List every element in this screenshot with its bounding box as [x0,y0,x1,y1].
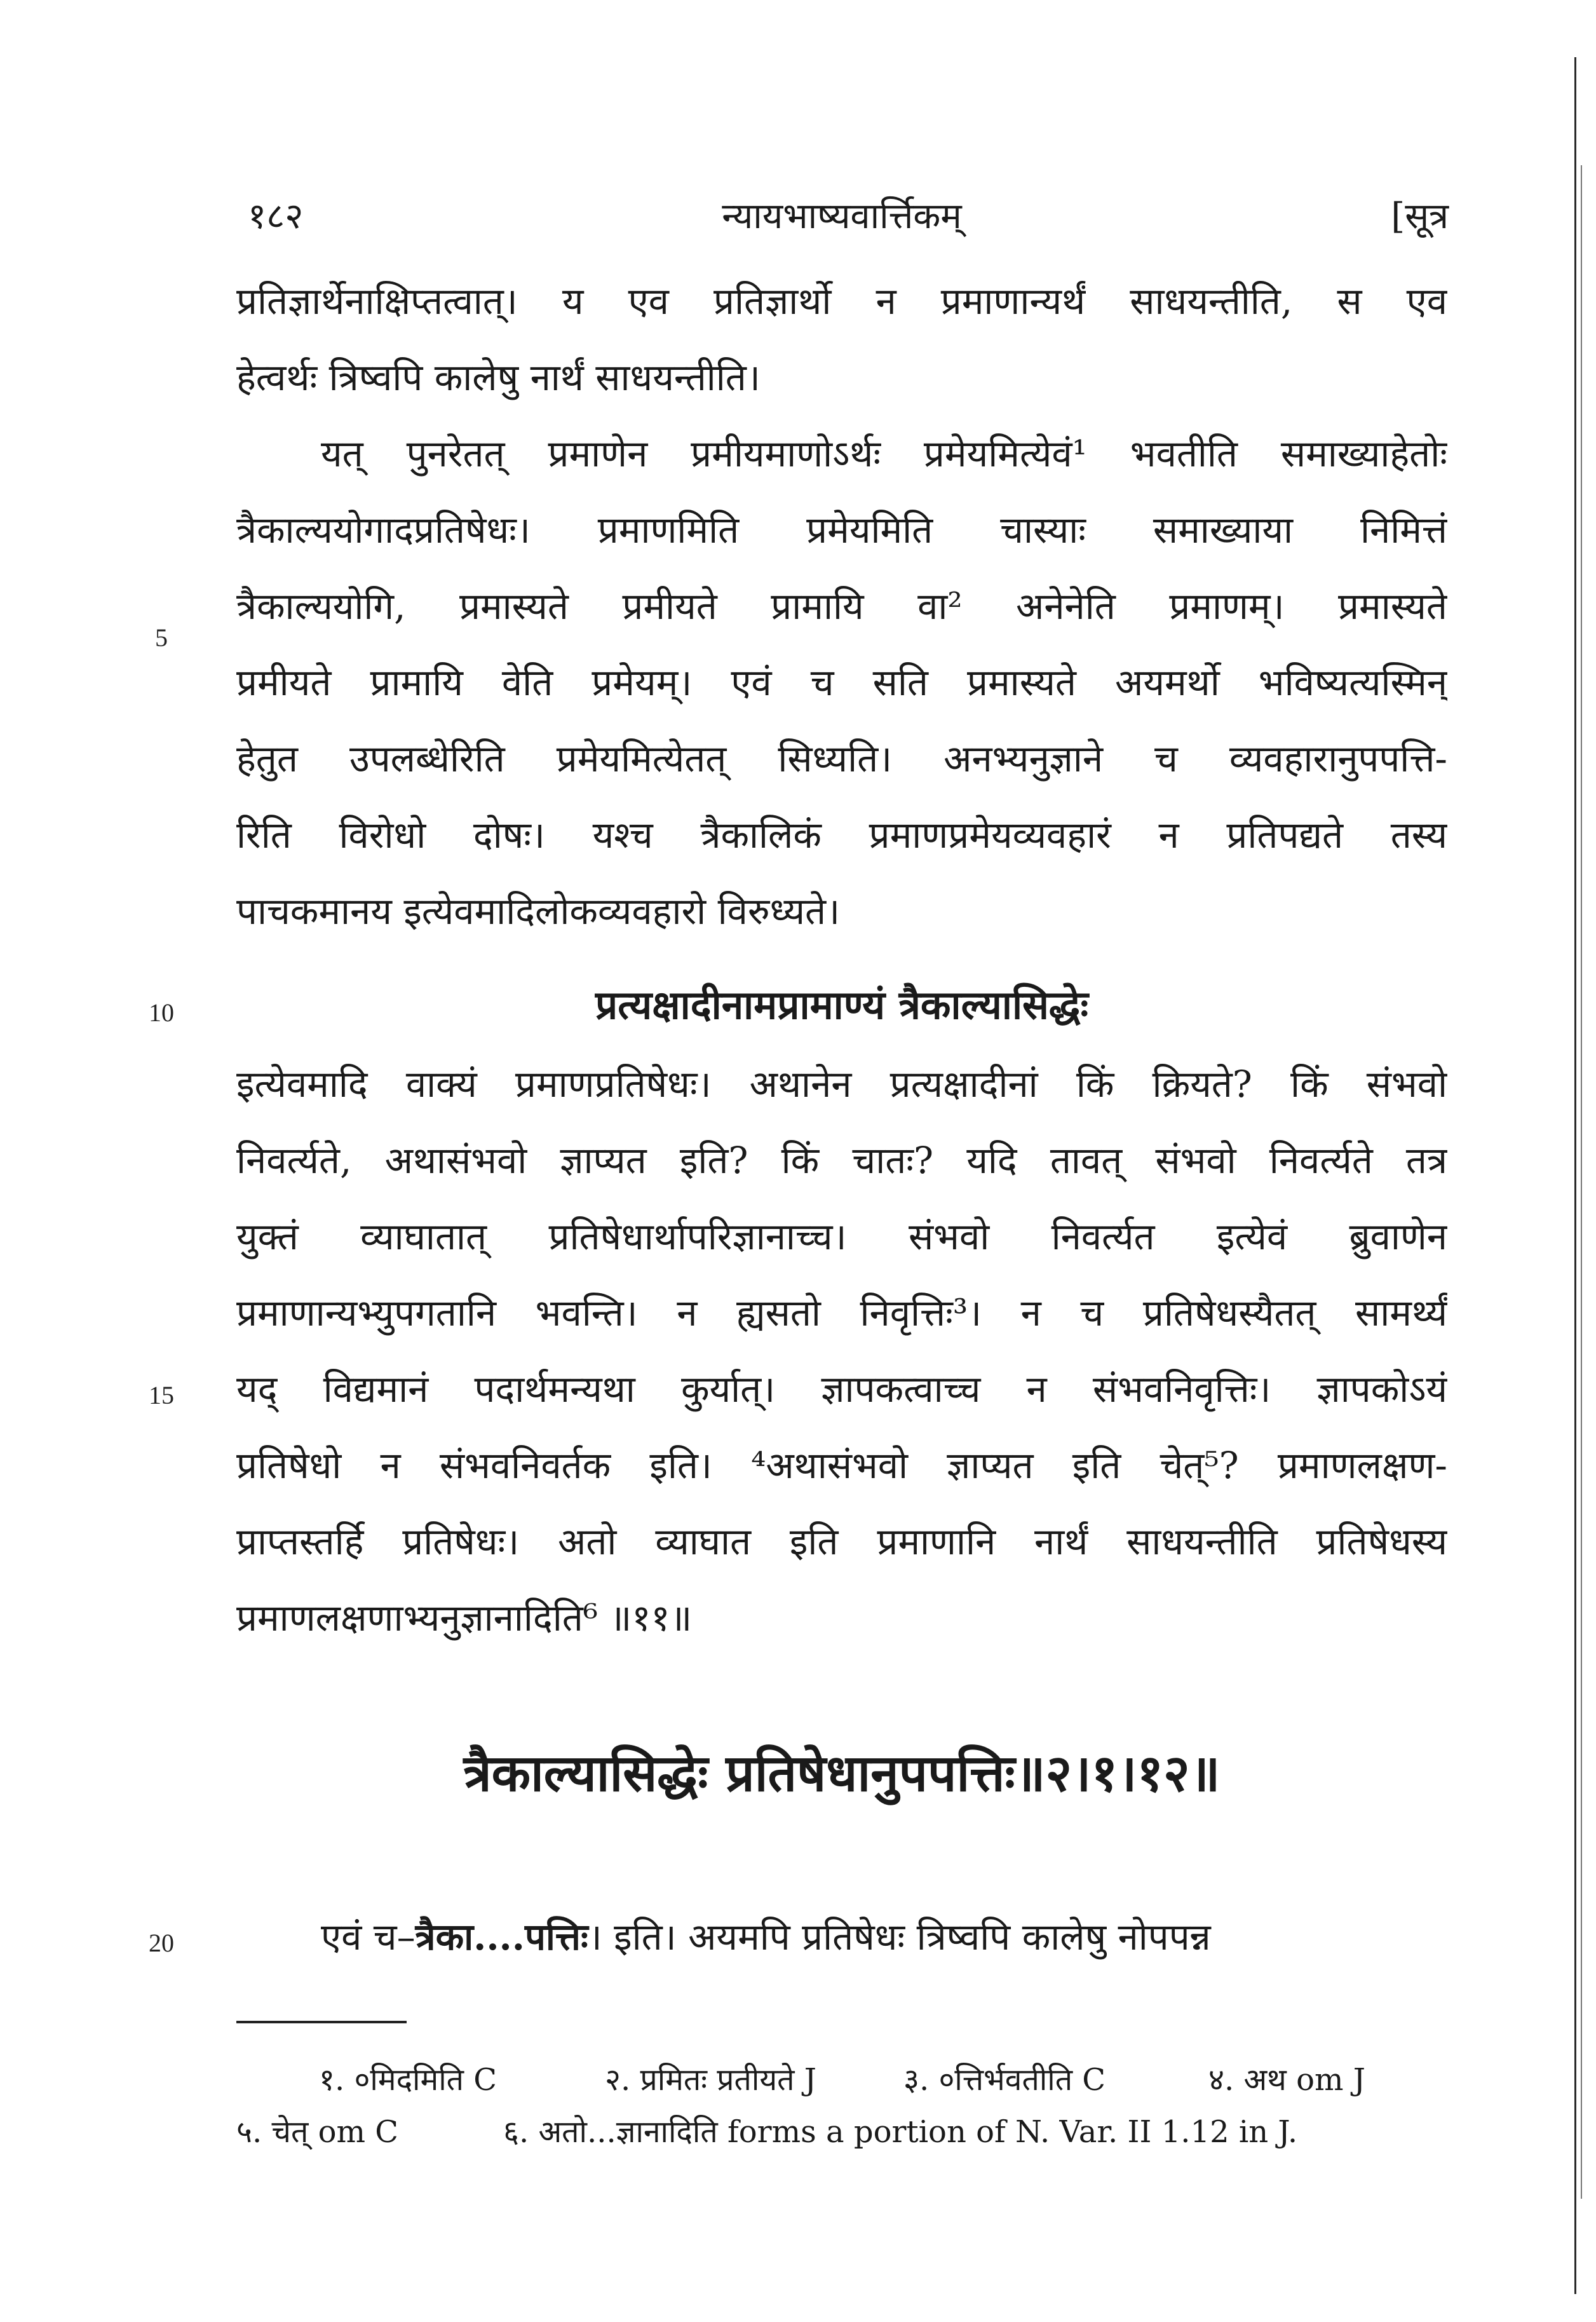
last-line-start: एवं च– [321,1915,416,1959]
footnote-rule [236,2021,407,2023]
section-label: [सूत्र [1391,196,1449,237]
running-header [235,191,1449,241]
text-line: प्रमाणान्यभ्युपगतानि भवन्ति। न ह्यसतो निवृत्तिः³। न च प्रतिषेधस्यैतत् सामर्थ्यं [236,1291,1447,1334]
line-number: 15 [149,1381,174,1409]
footnote: ३. ०त्तिर्भवतीति C [903,2062,1106,2098]
line-number: 10 [149,998,174,1027]
footnote-row [236,2058,1447,2102]
running-title: न्यायभाष्यवार्त्तिकम् [722,196,962,237]
text-line: हेतुत उपलब्धेरिति प्रमेयमित्येतत् सिध्यति। अनभ्यनुज्ञाने च व्यवहारानुपपत्ति- [236,737,1447,780]
text-line: प्रतिषेधो न संभवनिवर्तक इति। ⁴अथासंभवो ज्ञाप्यत इति चेत्⁵? प्रमाणलक्षण- [236,1444,1447,1487]
footnote: १. ०मिदमिति C [319,2062,497,2098]
text-line: प्रमीयते प्रामायि वेति प्रमेयम्। एवं च सति प्रमास्यते अयमर्थो भविष्यत्यस्मिन् [236,661,1447,704]
text-line: रिति विरोधो दोषः। यश्च त्रैकालिकं प्रमाणप्रमेयव्यवहारं न प्रतिपद्यते तस्य [236,813,1447,857]
footnote: २. प्रमितः प्रतीयते J [605,2062,817,2098]
text-line: प्राप्तस्तर्हि प्रतिषेधः। अतो व्याघात इति प्रमाणानि नार्थं साधयन्तीति प्रतिषेधस्य [236,1520,1447,1563]
page-number: १८२ [248,196,304,237]
text-line: यत् पुनरेतत् प्रमाणेन प्रमीयमाणोऽर्थः प्रमेयमित्येवं¹ भवतीति समाख्याहेतोः [321,432,1447,475]
footnote-row [236,2110,1447,2154]
last-line-bold: त्रैका....पत्तिः [415,1915,588,1959]
footnote: ६. अतो...ज्ञानादिति forms a portion of N. Var. II 1.12 in J. [503,2114,1298,2150]
quoted-sutra-heading: प्रत्यक्षादीनामप्रामाण्यं त्रैकाल्यासिद्धेः [595,982,1088,1028]
footnote: ५. चेत् om C [236,2114,398,2150]
last-line-end: । इति। अयमपि प्रतिषेधः त्रिष्वपि कालेषु नोपपन्न [588,1915,1211,1959]
text-line-last [321,1911,1447,1962]
text-line: त्रैकाल्ययोगादप्रतिषेधः। प्रमाणमिति प्रमेयमिति चास्याः समाख्याया निमित्तं [236,508,1447,552]
text-line: हेत्वर्थः त्रिष्वपि कालेषु नार्थं साधयन्तीति। [236,356,761,399]
text-line: इत्येवमादि वाक्यं प्रमाणप्रतिषेधः। अथानेन प्रत्यक्षादीनां किं क्रियते? किं संभवो [236,1063,1447,1106]
page-edge-line [1574,57,1576,2294]
line-number: 5 [155,623,168,652]
sutra-title: त्रैकाल्यासिद्धेः प्रतिषेधानुपपत्तिः॥२।१।१२॥ [463,1743,1221,1803]
text-line: प्रमाणलक्षणाभ्यनुज्ञानादिति⁶ ॥११॥ [236,1596,693,1640]
line-number: 20 [149,1929,174,1957]
text-line: यद् विद्यमानं पदार्थमन्यथा कुर्यात्। ज्ञापकत्वाच्च न संभवनिवृत्तिः। ज्ञापकोऽयं [236,1368,1447,1411]
text-line: पाचकमानय इत्येवमादिलोकव्यवहारो विरुध्यते। [236,890,841,933]
text-line: युक्तं व्याघातात् प्रतिषेधार्थापरिज्ञानाच्च। संभवो निवर्त्यत इत्येवं ब्रुवाणेन [236,1215,1447,1258]
text-line: प्रतिज्ञार्थेनाक्षिप्तत्वात्। य एव प्रतिज्ञार्थो न प्रमाणान्यर्थं साधयन्तीति, स एव [236,280,1447,323]
text-line: त्रैकाल्ययोगि, प्रमास्यते प्रमीयते प्रामायि वा² अनेनेति प्रमाणम्। प्रमास्यते [236,585,1447,628]
page-edge-shadow [1581,165,1582,2199]
text-line: निवर्त्यते, अथासंभवो ज्ञाप्यत इति? किं चातः? यदि तावत् संभवो निवर्त्यते तत्र [236,1139,1447,1182]
footnote: ४. अथ om J [1208,2062,1365,2098]
